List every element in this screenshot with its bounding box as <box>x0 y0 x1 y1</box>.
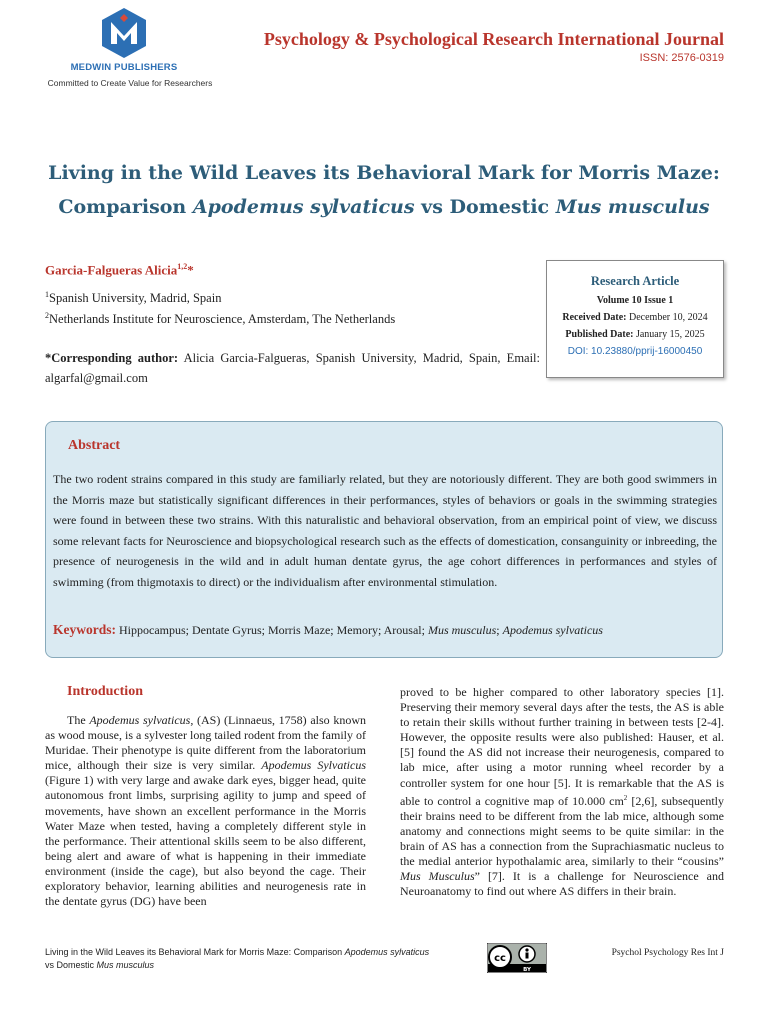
received-label: Received Date: <box>562 312 627 323</box>
article-type: Research Article <box>590 274 680 288</box>
aff-mark: 2 <box>45 311 49 320</box>
title-line-2 <box>30 190 738 224</box>
species-name: Mus Musculus <box>400 869 475 884</box>
received-date <box>547 312 723 323</box>
publisher-tagline: Committed to Create Value for Researchers <box>47 78 213 88</box>
footer-species: Mus musculus <box>96 960 155 970</box>
keywords-label: Keywords: <box>53 622 116 637</box>
keywords <box>53 622 717 638</box>
keyword-italic: Apodemus sylvaticus <box>502 623 603 637</box>
medwin-logo-icon <box>102 8 146 58</box>
published-label: Published Date: <box>565 329 634 340</box>
keyword-sep: ; <box>496 623 503 637</box>
intro-column-left <box>45 713 366 909</box>
corr-label: *Corresponding author: <box>45 351 179 365</box>
aff-text: Netherlands Institute for Neuroscience, Amsterdam, The Netherlands <box>49 312 396 327</box>
cc-by-license-icon[interactable] <box>487 943 547 973</box>
journal-issn: ISSN: 2576-0319 <box>639 52 724 64</box>
keywords-text: Hippocampus; Dentate Gyrus; Morris Maze; Memory; Arousal; <box>116 623 428 637</box>
author-name <box>45 262 194 278</box>
journal-title: Psychology & Psychological Research International Journal <box>263 29 724 49</box>
footer-text: vs Domestic <box>45 960 97 970</box>
text-run: [2,6], subsequently their brains need to be different from the lab mice, although some anatomy and connections might seems to be quite similar: in the brain of AS has a connection from the Suprachiasmatic nucleus to the medial anterior hypothalamic area, similarly to their “cousins” <box>400 793 724 869</box>
affiliation-2 <box>45 311 395 327</box>
footer-citation <box>45 946 465 972</box>
text-run: (Figure 1) with very large and awake dark eyes, bigger head, quite autonomous front limbs, surprising agility to jump and speed of movements, have shown an excellent performance in the Morris Water Maze when tested, having a completely different style in the performance. Their attentional skills seem to be also different, being alert and aware of what is happening in their immediate environment (inside the cage), but also beyond the cage. Their exploratory behavior, learning abilities and neurogenesis rate in the dentate gyrus (DG) have been <box>45 773 366 909</box>
cc-text: cc <box>494 953 506 964</box>
abstract-heading: Abstract <box>68 438 121 453</box>
published-value: January 15, 2025 <box>633 329 705 340</box>
volume-issue <box>547 295 723 306</box>
keyword-italic: Mus musculus <box>427 623 497 637</box>
page-header <box>0 0 768 95</box>
title-line-1: Living in the Wild Leaves its Behavioral Mark for Morris Maze: <box>48 162 720 184</box>
title-part: Comparison <box>58 196 193 218</box>
introduction-heading: Introduction <box>67 684 143 699</box>
volume-text: Volume 10 Issue 1 <box>596 295 674 306</box>
abstract-text: The two rodent strains compared in this study are familiarly related, but they are notoriously different. They are both good swimmers in the Morris maze but statistically significant differences in their performances, styles of behaviors or goals in the swimming strategies were found in between these two strains. With this naturalistic and behavioral observation, from an empirical point of view, we discuss some relevant facts for Neuroscience and biopsychological research such as the effects of domestication, consanguinity or inbreeding, the presence of neurogenesis in the wild and in adult human dentate gyrus, the age cohort differences in performances and styles of swimming (from thigmotaxis to direct) or the individualism after environmental stimulation. <box>53 472 717 589</box>
author-affiliation-marks: 1,2 <box>177 262 188 271</box>
abstract-box <box>45 421 723 658</box>
species-name: Apodemus Sylvaticus <box>261 758 366 773</box>
author-text: Garcia-Falgueras Alicia <box>45 262 178 278</box>
publisher-logo[interactable] <box>40 6 220 86</box>
affiliation-1 <box>45 290 221 306</box>
text-run: The <box>67 713 90 727</box>
text-run: (AS) (Linnaeus, 1758) also known as wood mouse, is a sylvester long tailed rodent from the family of Muridae. Their phenotype is quite different from the laboratorium mice, although their size is very similar. <box>45 713 367 773</box>
corresponding-author <box>45 348 540 388</box>
intro-column-right <box>400 685 724 899</box>
aff-mark: 1 <box>45 290 49 299</box>
article-title <box>30 156 738 224</box>
species-name: Apodemus sylvaticus, <box>89 713 194 727</box>
doi-link[interactable]: DOI: 10.23880/pprij-16000450 <box>567 346 703 357</box>
footer-journal-abbrev: Psychol Psychology Res Int J <box>611 948 724 958</box>
publisher-name: MEDWIN PUBLISHERS <box>70 62 178 73</box>
title-species-1: Apodemus sylvaticus <box>192 196 415 218</box>
aff-text: Spanish University, Madrid, Spain <box>49 291 222 306</box>
by-text: BY <box>523 967 531 973</box>
published-date <box>547 329 723 340</box>
text-run: ” [7]. It is a challenge for Neuroscience and Neuroanatomy to find out where AS differs in their brain. <box>400 869 724 899</box>
text-run: proved to be higher compared to other laboratory species [1]. Preserving their memory several days after the tests, the AS is able to retain their skills without further training in between tests [2-4]. However, the opposite results were also published: Hauser, et al. [5] found the AS did not increase their neurogenesis, compared to lab mice, after using a motor running wheel recorder by a controller system for one hour [5]. It is remarkable that the AS is able to control a cognitive map of 10.000 cm <box>400 685 724 808</box>
footer-species: Apodemus sylvaticus <box>344 947 430 957</box>
title-species-2: Mus musculus <box>555 196 710 218</box>
corr-text[interactable]: Alicia Garcia-Falgueras, Spanish University, Madrid, Spain, Email: algarfal@gmail.com <box>45 351 541 385</box>
article-info-box <box>546 260 724 378</box>
author-corresponding-mark: * <box>187 262 194 278</box>
footer-line-1 <box>45 946 465 959</box>
title-part: vs Domestic <box>414 196 556 218</box>
received-value: December 10, 2024 <box>626 312 708 323</box>
footer-line-2 <box>45 959 465 972</box>
footer-text: Living in the Wild Leaves its Behavioral Mark for Morris Maze: Comparison <box>45 947 345 957</box>
superscript: 2 <box>623 793 628 802</box>
